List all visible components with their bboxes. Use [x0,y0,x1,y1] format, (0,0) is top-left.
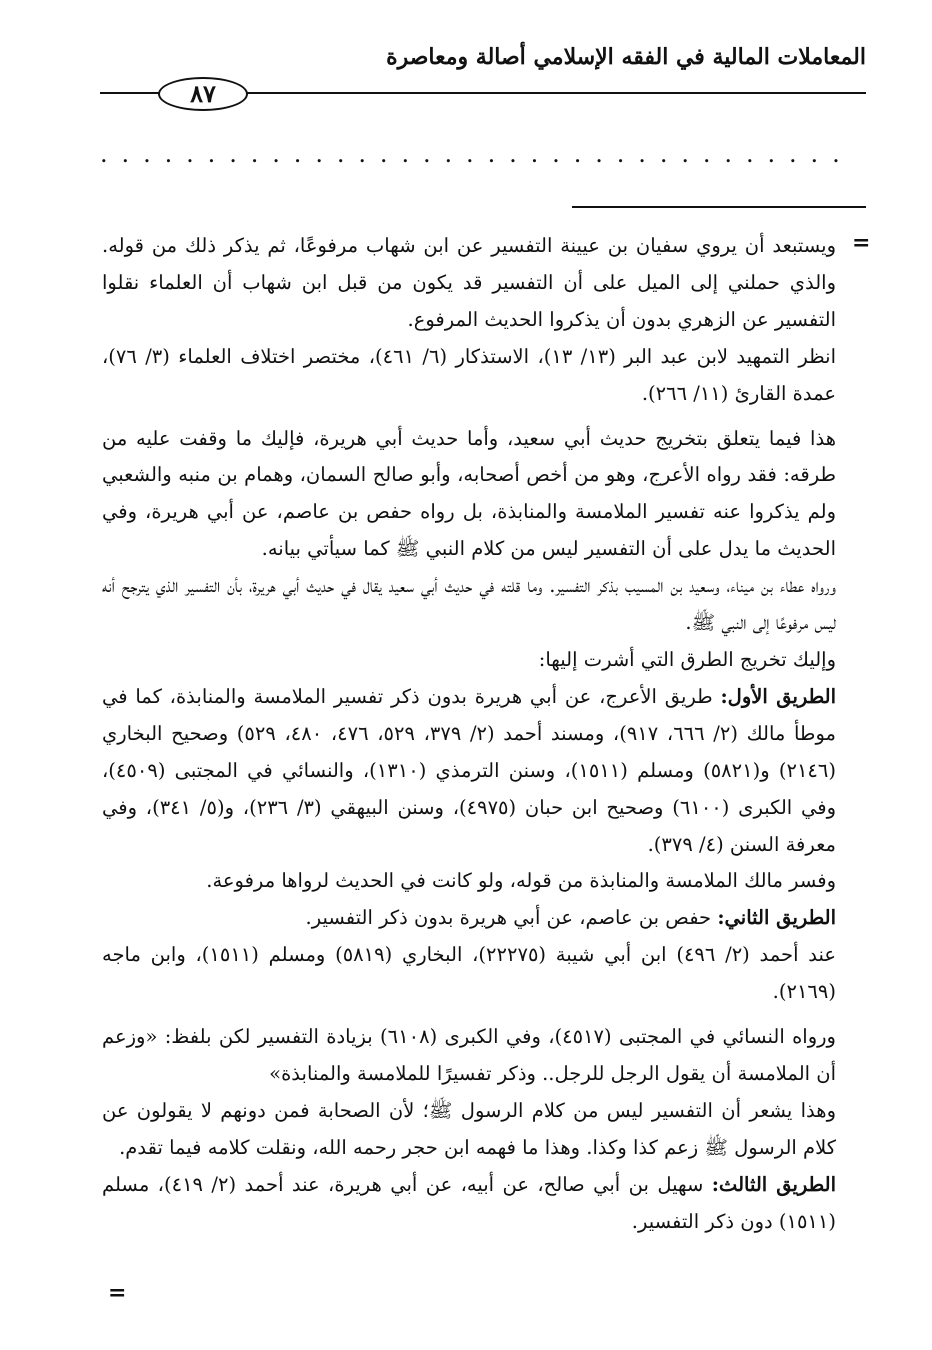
separator-dot: . [358,140,367,168]
separator-dot: . [466,140,474,168]
footnote-body [102,228,836,1240]
footnote-paragraph: وهذا يشعر أن التفسير ليس من كلام الرسول ﷺ؛ لأن الصحابة فمن دونهم لا يقولون عن كلام الرسول ﷺ زعم كذا وكذا. وهذا ما فهمه ابن حجر رحمه الله، ونقلت كلامه فيما تقدم. [102,1098,836,1159]
separator-dot: . [745,140,754,168]
chain-path-3 [102,1167,836,1241]
separator-dot: . [315,140,323,168]
separator-dot: . [595,140,603,168]
chain-path-1 [102,679,836,864]
separator-dot: . [552,140,560,168]
separator-dot: . [832,140,840,168]
separator-dot: . [143,140,151,168]
footnote-paragraph: عند أحمد (٢/ ٤٩٦) ابن أبي شيبة (٢٢٢٧٥)، البخاري (٥٨١٩) ومسلم (١٥١١)، وابن ماجه (٢١٦٩). [102,943,836,1004]
path-title: الطريق الثاني: [717,906,836,930]
path-text: حفص بن عاصم، عن أبي هريرة بدون ذكر التفسير. [305,906,718,930]
separator-dot: . [379,140,388,168]
separator-dot: . [810,140,819,168]
separator-dot: . [509,140,517,168]
separator-dot: . [336,140,345,168]
separator-dot: . [293,140,302,168]
footnote-paragraph: هذا فيما يتعلق بتخريج حديث أبي سعيد، وأما حديث أبي هريرة، فإليك ما وقفت عليه من طرقه: فقد رواه الأعرج، وهو من أخص أصحابه، وأبو صالح السمان، وهمام بن منبه والشعبي ولم يذكروا عنه تفسير الملامسة والمنابذة، بل رواه حفص بن عاصم، عن أبي هريرة، وفي الحديث ما يدل على أن التفسير ليس من كلام النبي ﷺ كما سيأتي بيانه. [102,426,836,561]
continuation-mark-end: = [108,1280,127,1306]
dot-separator [100,142,840,166]
path-text: طريق الأعرج، عن أبي هريرة بدون ذكر تفسير الملامسة والمنابذة، كما في موطأ مالك (٢/ ٦٦٦، ٩١٧)، ومسند أحمد (٢/ ٣٧٩، ٥٢٩، ٤٧٦، ٤٨٠، ٥٢٩) وصحيح البخاري (٢١٤٦) و(٥٨٢١) ومسلم (١٥١١)، وسنن الترمذي (١٣١٠)، والنسائي في المجتبى (٤٥٠٩)، وفي الكبرى (٦١٠٠) وصحيح ابن حبان (٤٩٧٥)، وسنن البيهقي (٣/ ٢٣٦)، و(٥/ ٣٤١)، وفي معرفة السنن (٤/ ٣٧٩). [102,684,837,856]
separator-dot: . [724,140,733,168]
running-title: المعاملات المالية في الفقه الإسلامي أصالة ومعاصرة [386,44,866,70]
separator-dot: . [207,140,216,168]
separator-dot: . [401,140,410,168]
separator-dot: . [789,140,797,168]
separator-dot: . [121,140,130,168]
separator-dot: . [272,140,280,168]
paragraph-gap [102,413,836,421]
separator-dot: . [659,140,668,168]
separator-dot: . [422,140,431,168]
separator-dot: . [573,140,582,168]
paragraph-gap [102,1011,836,1019]
footnote-paragraph: انظر التمهيد لابن عبد البر (١٣/ ١٣)، الاستذكار (٦/ ٤٦١)، مختصر اختلاف العلماء (٣/ ٧٦)، عمدة القارئ (١١/ ٢٦٦). [102,344,836,405]
separator-dot: . [702,140,711,168]
footnote-paragraph: ويستبعد أن يروي سفيان بن عيينة التفسير عن ابن شهاب مرفوعًا، ثم يذكر ذلك من قوله. والذي حملني إلى الميل على أن التفسير قد يكون من قبل ابن شهاب أن العلماء نقلوا التفسير عن الزهري بدون أن يذكروا الحديث المرفوع. [102,234,836,331]
footnote-paragraph: وإليك تخريج الطرق التي أشرت إليها: [538,647,836,671]
separator-dot: . [186,140,194,168]
separator-dot: . [100,140,108,168]
path-title: الطريق الثالث: [711,1172,836,1196]
footnote-rule [572,206,866,208]
footnote-paragraph: ورواه عطاء بن ميناء، وسعيد بن المسيب بذكر التفسير. وما قلته في حديث أبي سعيد يقال في حديث أبي هريرة، بأن التفسير الذي يترجح أنه ليس مرفوعًا إلى النبي ﷺ. [102,574,836,635]
chain-path-2 [102,900,836,937]
path-text: سهيل بن أبي صالح، عن أبيه، عن أبي هريرة، عند أحمد (٢/ ٤١٩)، مسلم (١٥١١) دون ذكر التفسير. [102,1172,836,1233]
separator-dot: . [767,140,776,168]
page-number: ٨٧ [158,77,248,111]
footnote-paragraph: ورواه النسائي في المجتبى (٤٥١٧)، وفي الكبرى (٦١٠٨) بزيادة التفسير لكن بلفظ: «وزعم أن الملامسة أن يقول الرجل للرجل.. وذكر تفسيرًا للملامسة والمنابذة» [102,1025,836,1085]
path-title: الطريق الأول: [720,684,836,708]
separator-dot: . [487,140,496,168]
separator-dot: . [444,140,453,168]
separator-dot: . [164,140,173,168]
separator-dot: . [530,140,539,168]
continuation-mark: = [852,230,871,256]
separator-dot: . [616,140,625,168]
footnote-paragraph: وفسر مالك الملامسة والمنابذة من قوله، ولو كانت في الحديث لرواها مرفوعة. [206,869,836,893]
separator-dot: . [681,140,689,168]
separator-dot: . [638,140,646,168]
separator-dot: . [250,140,259,168]
separator-dot: . [229,140,237,168]
